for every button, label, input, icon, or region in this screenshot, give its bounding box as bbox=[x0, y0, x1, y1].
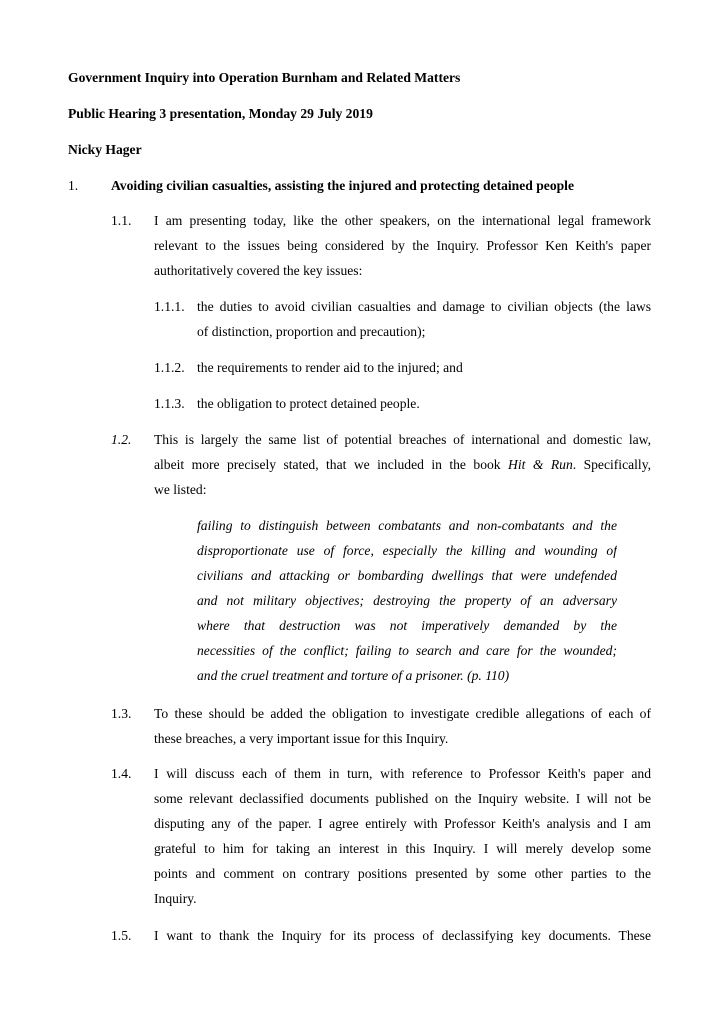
paragraph-line: This is largely the same list of potential breaches of international and domestic law, bbox=[154, 432, 651, 447]
quote-line: and the cruel treatment and torture of a prisoner. (p. 110) bbox=[197, 668, 510, 683]
paragraph-line: Inquiry. bbox=[154, 891, 197, 906]
block-quote bbox=[197, 513, 617, 688]
paragraph-1-4 bbox=[154, 761, 651, 911]
book-title: Hit & Run bbox=[508, 457, 573, 472]
section-number: 1. bbox=[68, 178, 79, 193]
quote-line: and not military objectives; destroying the property of an adversary bbox=[197, 593, 617, 608]
paragraph-text: albeit more precisely stated, that we included in the book bbox=[154, 457, 509, 472]
paragraph-line: disputing any of the paper. I agree entirely with Professor Keith's analysis and I am bbox=[154, 816, 651, 831]
paragraph-1-2 bbox=[154, 427, 651, 502]
paragraph-line: To these should be added the obligation to investigate credible allegations of each of bbox=[154, 706, 651, 721]
subparagraph-number: 1.1.3. bbox=[154, 396, 185, 411]
quote-line: civilians and attacking or bombarding dwellings that were undefended bbox=[197, 568, 617, 583]
document-author: Nicky Hager bbox=[68, 142, 142, 157]
paragraph-number: 1.2. bbox=[111, 432, 132, 447]
paragraph-line: authoritatively covered the key issues: bbox=[154, 263, 363, 278]
paragraph-line: relevant to the issues being considered by the Inquiry. Professor Ken Keith's paper bbox=[154, 238, 651, 253]
paragraph-number: 1.4. bbox=[111, 766, 132, 781]
subparagraph-1-1-3: the obligation to protect detained people. bbox=[197, 396, 420, 411]
paragraph-line: these breaches, a very important issue for this Inquiry. bbox=[154, 731, 449, 746]
quote-line: where that destruction was not imperatively demanded by the bbox=[197, 618, 617, 633]
quote-line: disproportionate use of force, especially the killing and wounding of bbox=[197, 543, 617, 558]
subparagraph-1-1-1 bbox=[197, 294, 651, 344]
paragraph-line: some relevant declassified documents published on the Inquiry website. I will not be bbox=[154, 791, 651, 806]
paragraph-text: . Specifically, bbox=[572, 457, 651, 472]
subparagraph-1-1-2: the requirements to render aid to the injured; and bbox=[197, 360, 463, 375]
subparagraph-number: 1.1.2. bbox=[154, 360, 185, 375]
paragraph-line: we listed: bbox=[154, 482, 207, 497]
paragraph-1-3 bbox=[154, 701, 651, 751]
paragraph-line: the duties to avoid civilian casualties and damage to civilian objects (the laws bbox=[197, 299, 651, 314]
paragraph-line: I want to thank the Inquiry for its process of declassifying key documents. These bbox=[154, 928, 651, 943]
subparagraph-number: 1.1.1. bbox=[154, 299, 185, 314]
paragraph-number: 1.1. bbox=[111, 213, 132, 228]
quote-line: necessities of the conflict; failing to search and care for the wounded; bbox=[197, 643, 617, 658]
paragraph-line: of distinction, proportion and precaution); bbox=[197, 324, 426, 339]
paragraph-line: points and comment on contrary positions presented by some other parties to the bbox=[154, 866, 651, 881]
document-subtitle: Public Hearing 3 presentation, Monday 29 July 2019 bbox=[68, 106, 373, 121]
paragraph-line bbox=[154, 452, 651, 477]
paragraph-number: 1.5. bbox=[111, 928, 132, 943]
paragraph-line: grateful to him for taking an interest in this Inquiry. I will merely develop some bbox=[154, 841, 651, 856]
paragraph-line: I will discuss each of them in turn, with reference to Professor Keith's paper and bbox=[154, 766, 651, 781]
paragraph-1-5 bbox=[154, 923, 651, 948]
document-title: Government Inquiry into Operation Burnham and Related Matters bbox=[68, 70, 461, 85]
quote-line: failing to distinguish between combatants and non-combatants and the bbox=[197, 518, 617, 533]
paragraph-line: I am presenting today, like the other speakers, on the international legal framework bbox=[154, 213, 651, 228]
section-heading: Avoiding civilian casualties, assisting the injured and protecting detained people bbox=[111, 178, 574, 193]
paragraph-1-1 bbox=[154, 208, 651, 283]
paragraph-number: 1.3. bbox=[111, 706, 132, 721]
